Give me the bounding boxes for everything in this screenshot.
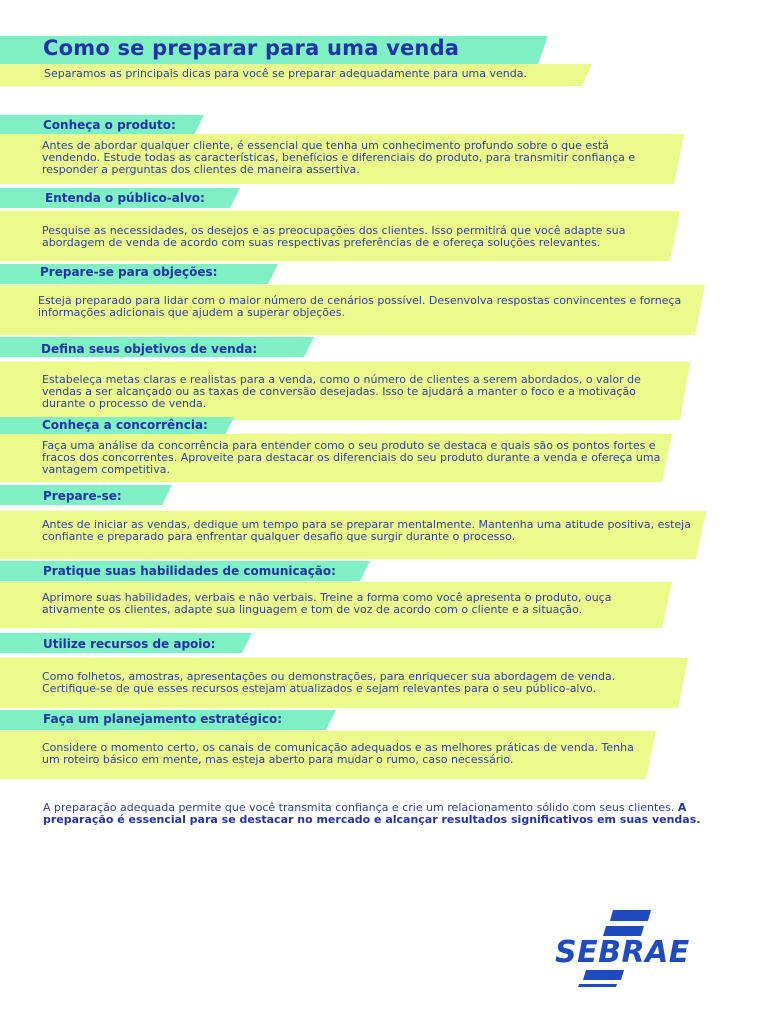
page-title: Como se preparar para uma venda [43, 36, 460, 60]
section-3-heading: Prepare-se para objeções: [40, 265, 218, 279]
footer-text: A preparação adequada permite que você transmita confiança e crie um relacionamento sólido com seus clientes. [43, 801, 675, 814]
footer-paragraph [43, 802, 703, 826]
section-8-heading: Utilize recursos de apoio: [43, 637, 216, 651]
section-3-body: Esteja preparado para lidar com o maior número de cenários possível. Desenvolva respostas convincentes e forneça informações adicionais que ajudem a superar objeções. [38, 294, 682, 319]
section-4-heading: Defina seus objetivos de venda: [41, 342, 258, 356]
section-9-body: Considere o momento certo, os canais de comunicação adequados e as melhores práticas de venda. Tenha um roteiro básico em mente, mas esteja aberto para mudar o rumo, caso necessário. [42, 741, 634, 766]
section-2-body: Pesquise as necessidades, os desejos e as preocupações dos clientes. Isso permitirá que você adapte sua abordagem de venda de acordo com suas respectivas preferências de e ofereça soluções relevantes. [42, 224, 626, 249]
sebrae-logo [553, 908, 723, 988]
sebrae-logo-mark [553, 908, 723, 988]
section-6-body: Antes de iniciar as vendas, dedique um tempo para se preparar mentalmente. Mantenha uma atitude positiva, esteja confiante e preparado para enfrentar qualquer desafio que surgir durante o processo. [42, 518, 691, 543]
sebrae-logo-text: SEBRAE [555, 935, 690, 970]
section-9-heading: Faça um planejamento estratégico: [43, 712, 283, 726]
section-1-body: Antes de abordar qualquer cliente, é essencial que tenha um conhecimento profundo sobre o que está vendendo. Estude todas as características, benefícios e diferenciais do produto, para transmitir confiança e responder a perguntas dos clientes de maneira assertiva. [42, 139, 636, 176]
section-7-heading: Pratique suas habilidades de comunicação: [43, 564, 336, 578]
section-2-heading: Entenda o público-alvo: [45, 191, 205, 205]
section-8-body: Como folhetos, amostras, apresentações ou demonstrações, para enriquecer sua abordagem de venda. Certifique-se de que esses recursos estejam atualizados e sejam relevantes para o seu público-alvo. [42, 670, 616, 695]
section-1-heading: Conheça o produto: [43, 118, 176, 132]
section-6-heading: Prepare-se: [43, 489, 122, 503]
page-subtitle: Separamos as principais dicas para você se preparar adequadamente para uma venda. [44, 67, 527, 80]
section-5-body: Faça uma análise da concorrência para entender como o seu produto se destaca e quais são os pontos fortes e fracos dos concorrentes. Aproveite para destacar os diferenciais do seu produto durante a venda e ofereça uma vantagem competitiva. [42, 439, 661, 476]
section-5-heading: Conheça a concorrência: [42, 418, 208, 432]
section-4-body: Estabeleça metas claras e realistas para a venda, como o número de clientes a serem abordados, o valor de vendas a ser alcançado ou as taxas de conversão desejadas. Isso te ajudará a manter o foco e a motivação durante o processo de venda. [42, 373, 641, 410]
section-7-body: Aprimore suas habilidades, verbais e não verbais. Treine a forma como você apresenta o produto, ouça ativamente os clientes, adapte sua linguagem e tom de voz de acordo com o cliente e a situação. [42, 591, 612, 616]
footer-highlight: A preparação é essencial para se destacar no mercado e alcançar resultados significativos em suas vendas. [43, 801, 701, 826]
